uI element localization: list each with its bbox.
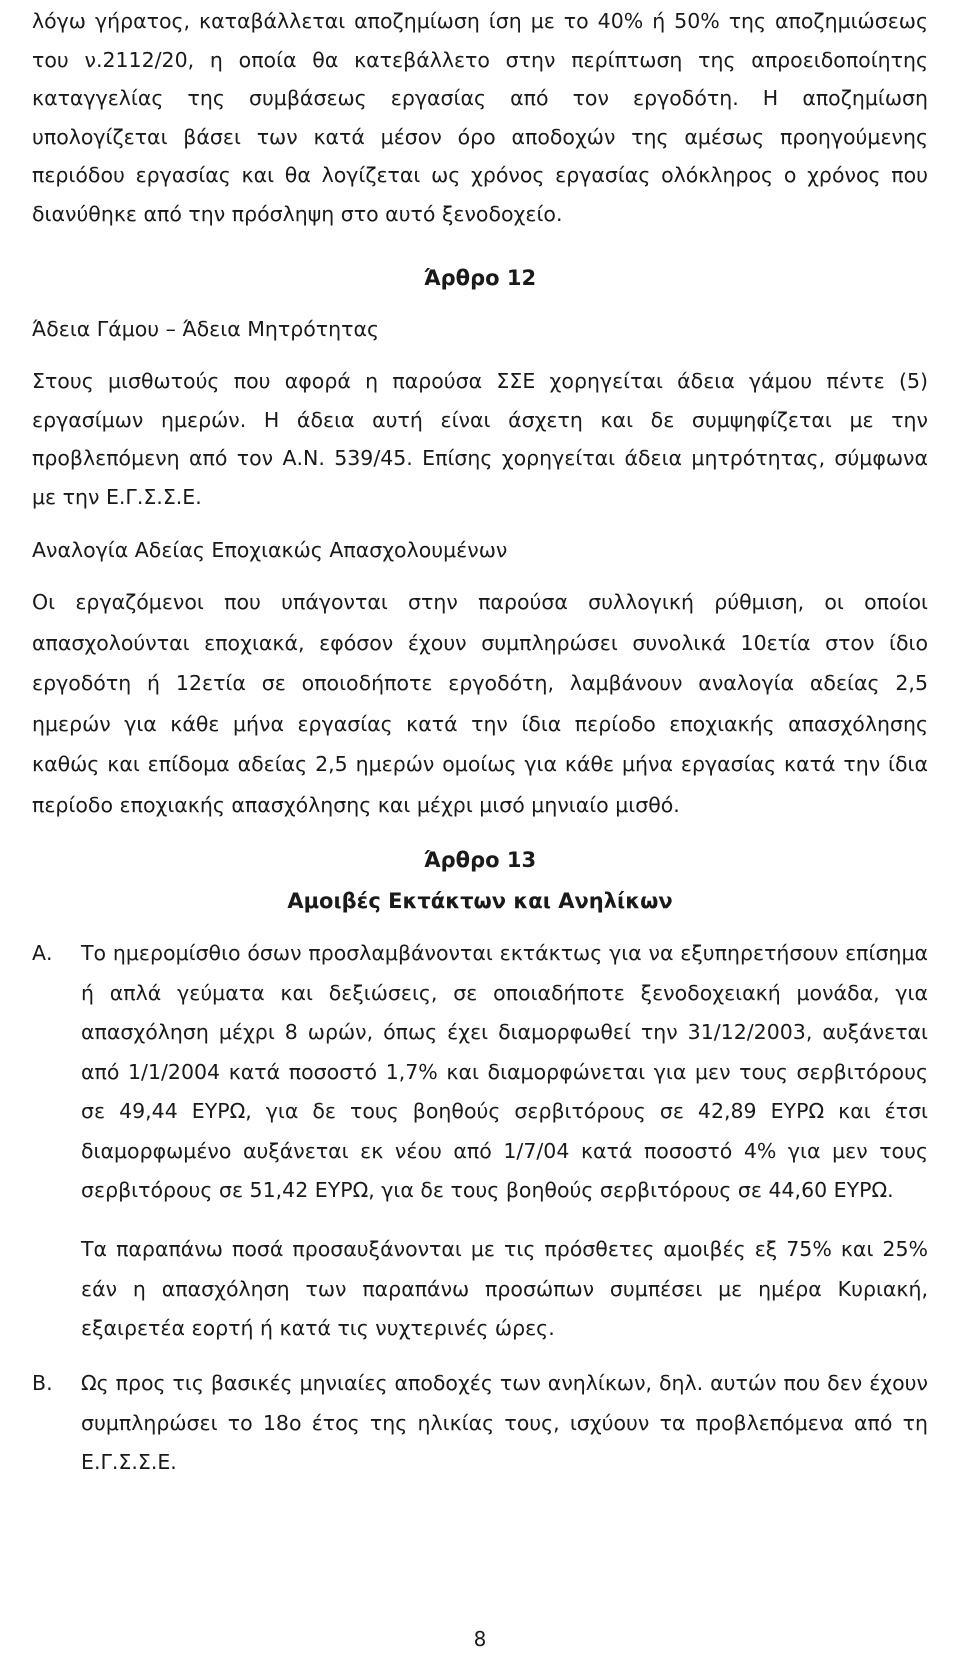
- list-item-a-continuation: [32, 1230, 928, 1349]
- seasonal-leave-paragraph: Οι εργαζόμενοι που υπάγονται στην παρούσα συλλογική ρύθμιση, οι οποίοι απασχολούνται εποχιακά, εφόσον έχουν συμπληρώσει συνολικά 10ετία στον ίδιο εργοδότη ή 12ετία σε οποιοδήποτε εργοδότη, λαμβάνουν αναλογία αδείας 2,5 ημερών για κάθε μήνα εργασίας κατά την ίδια περίοδο εποχιακής απασχόλησης καθώς και επίδομα αδείας 2,5 ημερών ομοίως για κάθε μήνα εργασίας κατά την ίδια περίοδο εποχιακής απασχόλησης και μέχρι μισό μηνιαίο μισθό.: [32, 590, 928, 817]
- list-item-a-text: Το ημερομίσθιο όσων προσλαμβάνονται εκτάκτως για να εξυπηρετήσουν επίσημα ή απλά γεύματα και δεξιώσεις, σε οποιαδήποτε ξενοδοχειακή μονάδα, για απασχόληση μέχρι 8 ωρών, όπως έχει διαμορφωθεί την 31/12/2003, αυξάνεται από 1/1/2004 κατά ποσοστό 1,7% και διαμορφώνεται για μεν τους σερβιτόρους σε 49,44 ΕΥΡΩ, για δε τους βοηθούς σερβιτόρους σε 42,89 ΕΥΡΩ και έτσι διαμορφωμένο αυξάνεται εκ νέου από 1/7/04 κατά ποσοστό 4% για μεν τους σερβιτόρους σε 51,42 ΕΥΡΩ, για δε τους βοηθούς σερβιτόρους σε 44,60 ΕΥΡΩ.: [81, 941, 928, 1202]
- list-marker-a: Α.: [32, 941, 53, 965]
- intro-paragraph: λόγω γήρατος, καταβάλλεται αποζημίωση ίση με το 40% ή 50% της αποζημιώσεως του ν.2112/20, η οποία θα κατεβάλλετο στην περίπτωση της απροειδοποίητης καταγγελίας της συμβάσεως εργασίας από τον εργοδότη. Η αποζημίωση υπολογίζεται βάσει των κατά μέσον όρο αποδοχών της αμέσως προηγούμενης περιόδου εργασίας και θα λογίζεται ως χρόνος εργασίας ολόκληρος ο χρόνος που διανύθηκε από την πρόσληψη στο αυτό ξενοδοχείο.: [32, 9, 928, 226]
- article-13-heading: Άρθρο 13: [423, 848, 537, 872]
- article-12-heading: Άρθρο 12: [423, 266, 537, 290]
- article-12-subtitle: Άδεια Γάμου – Άδεια Μητρότητας: [32, 317, 380, 341]
- list-item-a: [32, 934, 928, 1211]
- list-item-b: [32, 1364, 928, 1483]
- list-item-a-text-2: Τα παραπάνω ποσά προσαυξάνονται με τις πρόσθετες αμοιβές εξ 75% και 25% εάν η απασχόληση των παραπάνω προσώπων συμπέσει με ημέρα Κυριακή, εξαιρετέα εορτή ή κατά τις νυχτερινές ώρες.: [81, 1237, 928, 1340]
- seasonal-leave-subtitle: Αναλογία Αδείας Εποχιακώς Απασχολουμένων: [32, 538, 508, 562]
- list-marker-b: Β.: [32, 1371, 53, 1395]
- list-item-b-text: Ως προς τις βασικές μηνιαίες αποδοχές των ανηλίκων, δηλ. αυτών που δεν έχουν συμπληρώσει το 18ο έτος της ηλικίας τους, ισχύουν τα προβλεπόμενα από τη Ε.Γ.Σ.Σ.Ε.: [81, 1371, 928, 1474]
- article-13-title: Αμοιβές Εκτάκτων και Ανηλίκων: [287, 889, 673, 913]
- article-12-paragraph: Στους μισθωτούς που αφορά η παρούσα ΣΣΕ χορηγείται άδεια γάμου πέντε (5) εργασίμων ημερών. Η άδεια αυτή είναι άσχετη και δε συμψηφίζεται με την προβλεπόμενη από τον Α.Ν. 539/45. Επίσης χορηγείται άδεια μητρότητας, σύμφωνα με την Ε.Γ.Σ.Σ.Ε.: [32, 369, 928, 509]
- page-number: 8: [473, 1627, 487, 1651]
